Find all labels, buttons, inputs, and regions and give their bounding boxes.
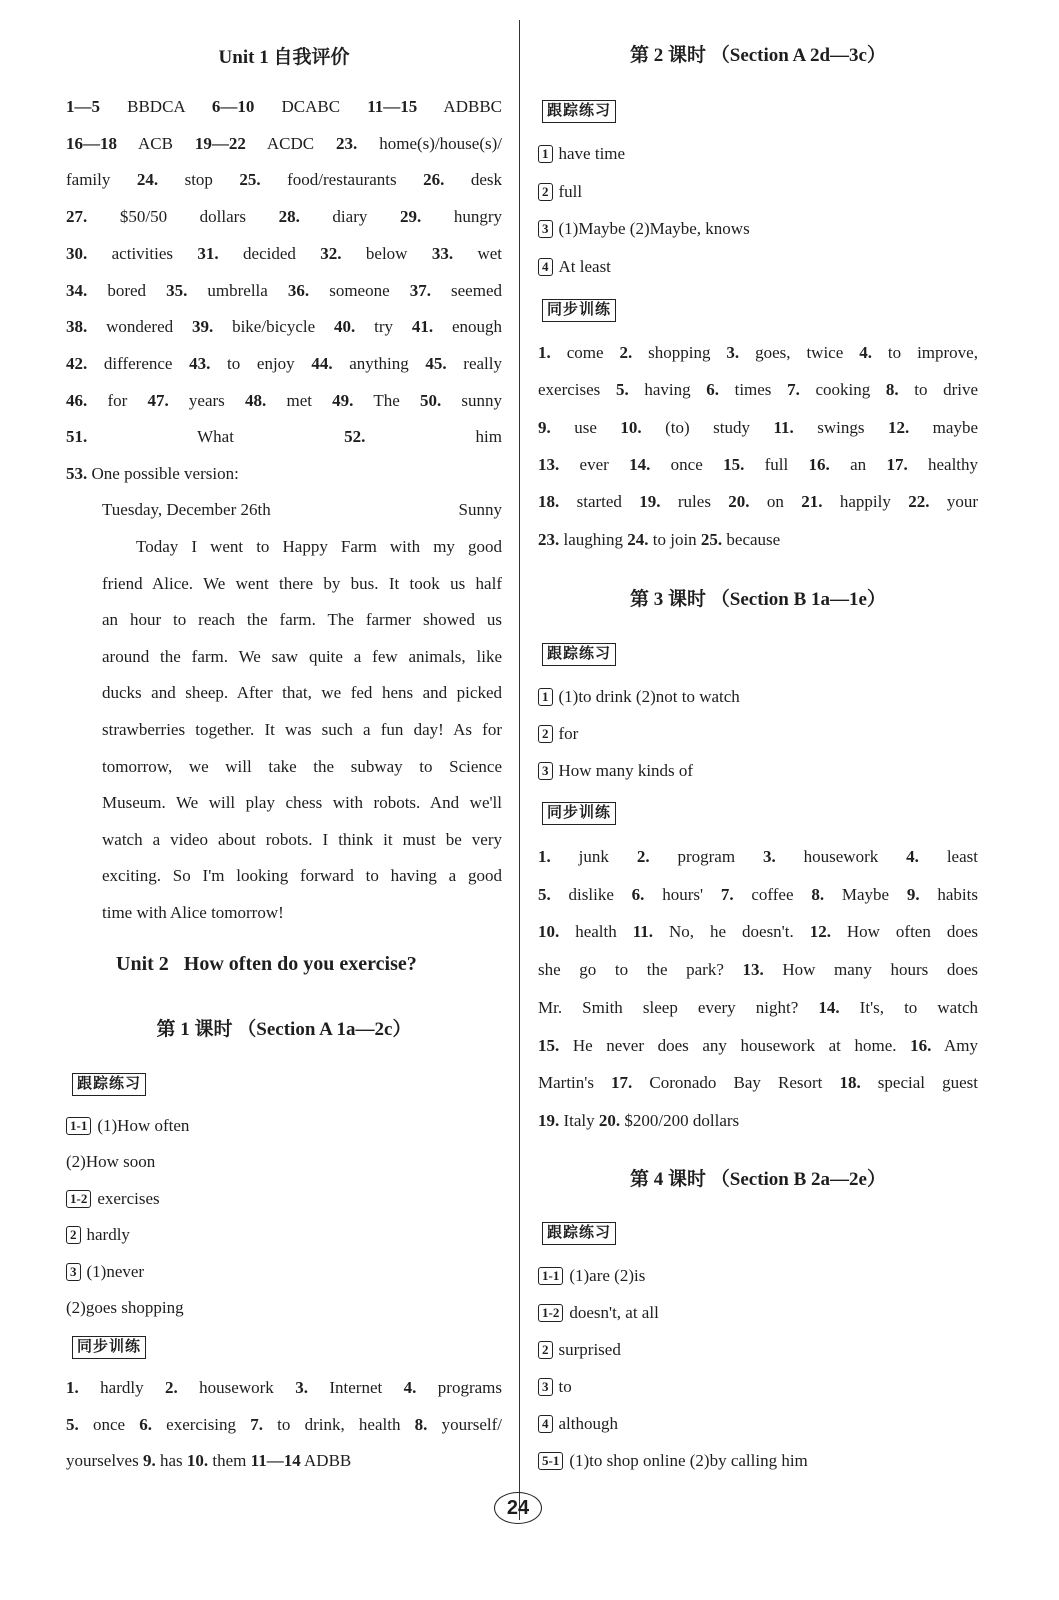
unit1-answer-line: 16—18 ACB 19—22 ACDC 23. home(s)/house(s)/ (66, 133, 502, 153)
practice-item (538, 256, 978, 278)
item-number-badge: 1-1 (66, 1117, 91, 1135)
tag-tongbu-xunlian: 同步训练 (542, 802, 616, 825)
item-number-badge: 2 (538, 1341, 553, 1359)
tag-genzong-lianxi: 跟踪练习 (542, 1222, 616, 1245)
practice-item (66, 1115, 502, 1137)
practice-item (538, 1413, 978, 1435)
item-number-badge: 3 (538, 762, 553, 780)
item-number-badge: 2 (538, 183, 553, 201)
practice-item (66, 1224, 502, 1246)
tag-genzong-lianxi: 跟踪练习 (542, 643, 616, 666)
column-divider (519, 20, 520, 1520)
practice-item (538, 1302, 978, 1324)
unit1-answer-line: 53. One possible version: (66, 464, 239, 483)
item-answer-text: (1)are (2)is (569, 1266, 646, 1285)
practice-item (538, 1265, 978, 1287)
tag-genzong-lianxi: 跟踪练习 (72, 1073, 146, 1096)
unit2-question: How often do you exercise? (183, 953, 417, 975)
sync-answer-line: 5. once 6. exercising 7. to drink, health 8. yourself/ (66, 1414, 503, 1434)
unit2-label: Unit 2 (116, 953, 169, 975)
practice-item (538, 760, 978, 782)
item-answer-text: At least (558, 256, 611, 276)
item-answer-text: doesn't, at all (569, 1302, 659, 1322)
essay-line: friend Alice. We went there by bus. It took us half (102, 573, 502, 593)
lesson2-title: 第 2 课时 （Section A 2d—3c） (630, 45, 886, 66)
watermark-logo (868, 1478, 1038, 1588)
item-answer-text: hardly (86, 1225, 130, 1245)
essay-line: around the farm. We saw quite a few animals, like (102, 646, 502, 666)
item-answer-text: (1)Maybe (2)Maybe, knows (558, 219, 750, 238)
practice-item (538, 181, 978, 203)
sync-answer-line: 1. junk 2. program 3. housework 4. least (538, 847, 978, 866)
sync-answer-line: 10. health 11. No, he doesn't. 12. How often does (538, 922, 978, 942)
practice-item (538, 1339, 978, 1361)
unit1-answer-line: 27. $50/50 dollars 28. diary 29. hungry (66, 207, 502, 227)
item-number-badge: 3 (538, 1378, 553, 1396)
practice-item (66, 1188, 502, 1210)
unit1-answer-line: 38. wondered 39. bike/bicycle 40. try 41. enough (66, 317, 503, 337)
sync-answer-line: 19. Italy 20. $200/200 dollars (538, 1110, 740, 1130)
practice-item (66, 1297, 502, 1319)
item-number-badge: 1 (538, 145, 553, 163)
unit2-title (116, 953, 417, 976)
diary-weather: Sunny (458, 500, 502, 519)
essay-line: strawberries together. It was such a fun day! As for (102, 720, 502, 739)
item-answer-text: (1)never (86, 1261, 145, 1281)
item-answer-text: How many kinds of (558, 761, 694, 780)
item-answer-text: have time (558, 144, 626, 163)
diary-date: Tuesday, December 26th (102, 500, 271, 519)
item-answer-text: surprised (558, 1339, 621, 1359)
sync-answer-line: Martin's 17. Coronado Bay Resort 18. special guest (538, 1073, 978, 1093)
sync-answer-line: yourselves 9. has 10. them 11—14 ADBB (66, 1451, 352, 1470)
sync-answer-line: 18. started 19. rules 20. on 21. happily 22. your (538, 492, 979, 512)
lesson4-title: 第 4 课时 （Section B 2a—2e） (630, 1169, 886, 1190)
item-answer-text: for (558, 724, 579, 743)
lesson3-title: 第 3 课时 （Section B 1a—1e） (630, 589, 886, 610)
item-number-badge: 3 (538, 220, 553, 238)
item-answer-text: (1)How often (97, 1116, 190, 1135)
lesson1-title: 第 1 课时 （Section A 1a—2c） (156, 1019, 412, 1040)
tag-genzong-lianxi: 跟踪练习 (542, 100, 616, 123)
sync-answer-line: 15. He never does any housework at home. 16. Amy (538, 1035, 979, 1055)
item-answer-text: (2)goes shopping (66, 1298, 184, 1317)
tag-tongbu-xunlian: 同步训练 (72, 1336, 146, 1359)
essay-line: Museum. We will play chess with robots. And we'll (102, 793, 502, 813)
item-answer-text: to (558, 1376, 572, 1396)
sync-answer-line: she go to the park? 13. How many hours does (538, 960, 979, 980)
item-answer-text: (1)to shop online (2)by calling him (569, 1450, 808, 1470)
item-answer-text: (2)How soon (66, 1152, 156, 1172)
sync-answer-line: 9. use 10. (to) study 11. swings 12. maybe (538, 417, 978, 437)
item-number-badge: 1 (538, 688, 553, 706)
essay-line: an hour to reach the farm. The farmer showed us (102, 610, 502, 630)
diary-header (102, 500, 502, 520)
item-number-badge: 1-2 (66, 1190, 91, 1208)
unit1-answer-line: family 24. stop 25. food/restaurants 26. desk (66, 170, 502, 190)
essay-line: tomorrow, we will take the subway to Science (102, 756, 502, 776)
unit1-answer-line: 42. difference 43. to enjoy 44. anything 45. really (66, 353, 502, 373)
tag-tongbu-xunlian: 同步训练 (542, 299, 616, 322)
unit1-answer-line: 34. bored 35. umbrella 36. someone 37. seemed (66, 280, 502, 300)
essay-line: Today I went to Happy Farm with my good (136, 537, 502, 556)
sync-answer-line: 23. laughing 24. to join 25. because (538, 529, 781, 549)
unit1-review-title: Unit 1 自我评价 (218, 47, 350, 68)
sync-answer-line: 1. come 2. shopping 3. goes, twice 4. to improve, (538, 343, 978, 362)
unit1-answer-line: 46. for 47. years 48. met 49. The 50. sunny (66, 390, 503, 410)
practice-item (538, 1450, 978, 1472)
page-number: 24 (494, 1492, 542, 1524)
item-number-badge: 1-2 (538, 1304, 563, 1322)
item-answer-text: full (558, 181, 583, 201)
sync-answer-line: 5. dislike 6. hours' 7. coffee 8. Maybe 9. habits (538, 884, 978, 904)
item-answer-text: exercises (97, 1188, 160, 1208)
item-answer-text: (1)to drink (2)not to watch (558, 687, 740, 706)
practice-item (66, 1261, 502, 1283)
unit1-answer-line: 30. activities 31. decided 32. below 33. wet (66, 243, 503, 263)
item-number-badge: 5-1 (538, 1452, 563, 1470)
essay-line: time with Alice tomorrow! (102, 903, 284, 922)
practice-item (66, 1151, 502, 1173)
item-number-badge: 2 (66, 1226, 81, 1244)
sync-answer-line: Mr. Smith sleep every night? 14. It's, to watch (538, 997, 978, 1017)
item-number-badge: 1-1 (538, 1267, 563, 1285)
item-number-badge: 4 (538, 258, 553, 276)
item-number-badge: 3 (66, 1263, 81, 1281)
essay-line: ducks and sheep. After that, we fed hens and picked (102, 683, 502, 703)
unit1-answer-line: 1—5 BBDCA 6—10 DCABC 11—15 ADBBC (66, 97, 502, 116)
item-number-badge: 4 (538, 1415, 553, 1433)
essay-line: exciting. So I'm looking forward to having a good (102, 866, 502, 886)
sync-answer-line: exercises 5. having 6. times 7. cooking 8. to drive (538, 380, 978, 400)
item-number-badge: 2 (538, 725, 553, 743)
sync-answer-line: 13. ever 14. once 15. full 16. an 17. healthy (538, 454, 979, 474)
essay-line: watch a video about robots. I think it must be very (102, 829, 502, 849)
practice-item (538, 143, 978, 165)
practice-item (538, 1376, 978, 1398)
practice-item (538, 723, 978, 745)
practice-item (538, 218, 978, 240)
practice-item (538, 686, 978, 708)
unit1-answer-line: 51. What 52. him (66, 427, 502, 447)
item-answer-text: although (558, 1413, 618, 1433)
sync-answer-line: 1. hardly 2. housework 3. Internet 4. programs (66, 1378, 502, 1397)
